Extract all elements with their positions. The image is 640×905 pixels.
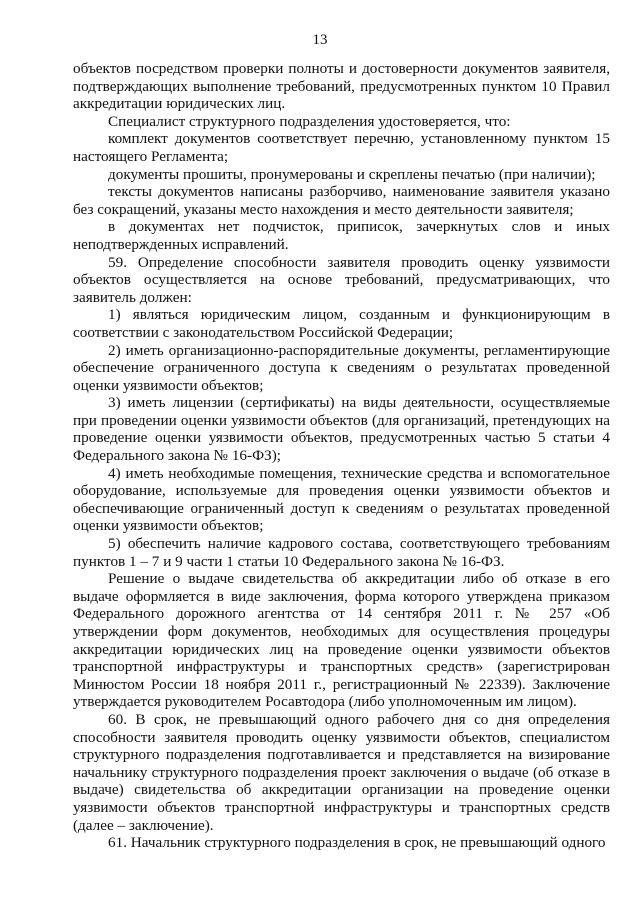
- paragraph: документы прошиты, пронумерованы и скреплены печатью (при наличии);: [108, 165, 596, 183]
- paragraph: 2) иметь организационно-распорядительные документы, регламентирующие обеспечение ограниченного доступа к сведениям о результатах проведенной оценки уязвимости объектов;: [73, 341, 610, 394]
- paragraph: комплект документов соответствует перечню, установленному пунктом 15 настоящего Регламента;: [73, 130, 610, 165]
- document-body: [73, 60, 610, 852]
- paragraph: 5) обеспечить наличие кадрового состава, соответствующего требованиям пунктов 1 – 7 и 9 части 1 статьи 10 Федерального закона № 16-ФЗ.: [73, 535, 610, 570]
- paragraph: 3) иметь лицензии (сертификаты) на виды деятельности, осуществляемые при проведении оценки уязвимости объектов (для организаций, претендующих на проведение оценки уязвимости объектов, предусмотренных частью 5 статьи 4 Федерального закона № 16-ФЗ);: [73, 394, 610, 465]
- paragraph: Специалист структурного подразделения удостоверяется, что:: [108, 112, 511, 130]
- paragraph: 61. Начальник структурного подразделения в срок, не превышающий одного: [108, 834, 606, 852]
- paragraph: объектов посредством проверки полноты и достоверности документов заявителя, подтверждающих выполнение требований, предусмотренных пунктом 10 Правил аккредитации юридических лиц.: [73, 60, 610, 113]
- paragraph: тексты документов написаны разборчиво, наименование заявителя указано без сокращений, указаны место нахождения и место деятельности заявителя;: [73, 183, 610, 218]
- page-number: 13: [312, 32, 328, 48]
- paragraph: 60. В срок, не превышающий одного рабочего дня со дня определения способности заявителя проводить оценку уязвимости объектов, специалистом структурного подразделения подготавливается и представляется на визирование начальнику структурного подразделения проект заключения о выдаче (об отказе в выдаче) свидетельства об аккредитации организации на проведение оценки уязвимости объектов транспортной инфраструктуры и транспортных средств (далее – заключение).: [73, 710, 610, 834]
- paragraph: 4) иметь необходимые помещения, технические средства и вспомогательное оборудование, используемые для проведения оценки уязвимости объектов и обеспечивающие ограниченный доступ к сведениям о результатах проведенной оценки уязвимости объектов;: [73, 464, 610, 535]
- paragraph: 1) являться юридическим лицом, созданным и функционирующим в соответствии с законодательством Российской Федерации;: [73, 306, 610, 341]
- paragraph: в документах нет подчисток, приписок, зачеркнутых слов и иных неподтвержденных исправлений.: [73, 218, 610, 253]
- paragraph: 59. Определение способности заявителя проводить оценку уязвимости объектов осуществляется на основе требований, предусматривающих, что заявитель должен:: [73, 253, 610, 306]
- paragraph: Решение о выдаче свидетельства об аккредитации либо об отказе в его выдаче оформляется в виде заключения, форма которого утверждена приказом Федерального дорожного агентства от 14 сентября 2011 г. № 257 «Об утверждении форм документов, необходимых для осуществления процедуры аккредитации юридических лиц на проведение оценки уязвимости объектов транспортной инфраструктуры и транспортных средств» (зарегистрирован Минюстом России 18 ноября 2011 г., регистрационный № 22339). Заключение утверждается руководителем Росавтодора (либо уполномоченным им лицом).: [73, 570, 610, 711]
